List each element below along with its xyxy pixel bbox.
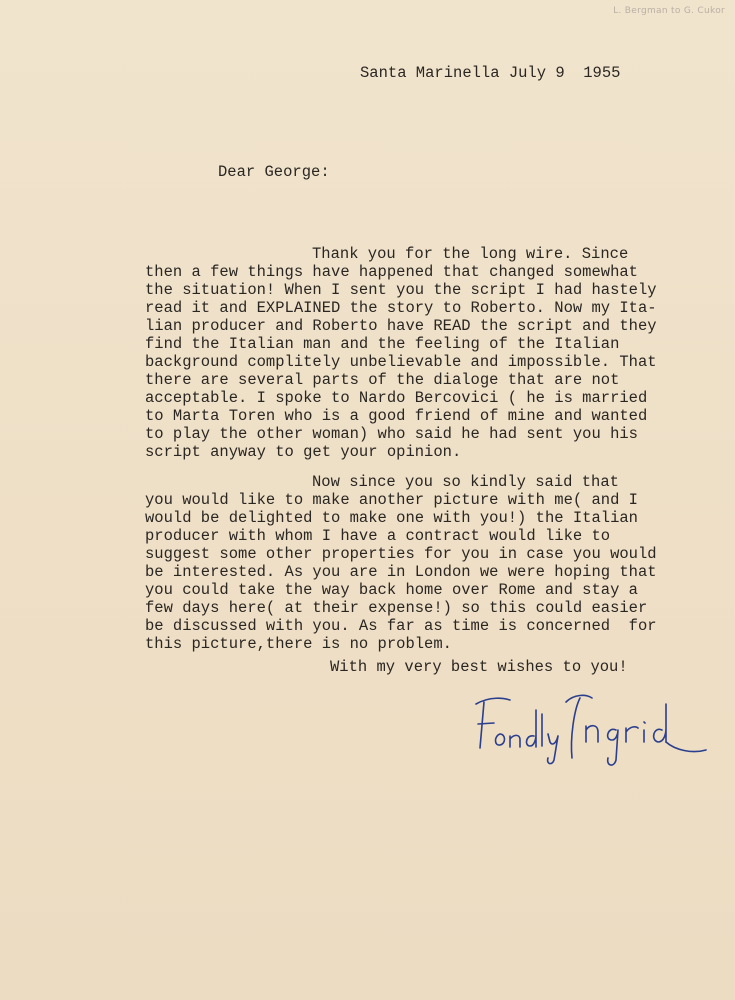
body-line: producer with whom I have a contract would like to (145, 527, 611, 545)
handwritten-signature (470, 690, 710, 770)
body-line: find the Italian man and the feeling of the Italian (145, 335, 620, 353)
body-line: would be delighted to make one with you!) the Italian (145, 509, 638, 527)
body-line: few days here( at their expense!) so this could easier (145, 599, 648, 617)
body-line: Now since you so kindly said that (312, 473, 619, 491)
body-line: you would like to make another picture with me( and I (145, 491, 638, 509)
body-line: script anyway to get your opinion. (145, 443, 462, 461)
body-line: Thank you for the long wire. Since (312, 245, 629, 263)
body-line: lian producer and Roberto have READ the script and they (145, 317, 657, 335)
body-line: read it and EXPLAINED the story to Roberto. Now my Ita- (145, 299, 657, 317)
body-line: then a few things have happened that changed somewhat (145, 263, 638, 281)
letter-dateline: Santa Marinella July 9 1955 (360, 64, 621, 82)
letter-closing: With my very best wishes to you! (330, 658, 628, 676)
body-line: background complitely unbelievable and impossible. That (145, 353, 657, 371)
body-line: the situation! When I sent you the script I had hastely (145, 281, 657, 299)
body-line: acceptable. I spoke to Nardo Bercovici ( he is married (145, 389, 648, 407)
body-line: you could take the way back home over Rome and stay a (145, 581, 638, 599)
body-line: there are several parts of the dialoge that are not (145, 371, 620, 389)
body-line: to Marta Toren who is a good friend of mine and wanted (145, 407, 648, 425)
body-line: be interested. As you are in London we were hoping that (145, 563, 657, 581)
body-line: this picture,there is no problem. (145, 635, 452, 653)
body-line: to play the other woman) who said he had sent you his (145, 425, 638, 443)
body-line: suggest some other properties for you in case you would (145, 545, 657, 563)
pencil-annotation: L. Bergman to G. Cukor (613, 6, 725, 16)
letter-salutation: Dear George: (218, 163, 330, 181)
body-line: be discussed with you. As far as time is concerned for (145, 617, 657, 635)
